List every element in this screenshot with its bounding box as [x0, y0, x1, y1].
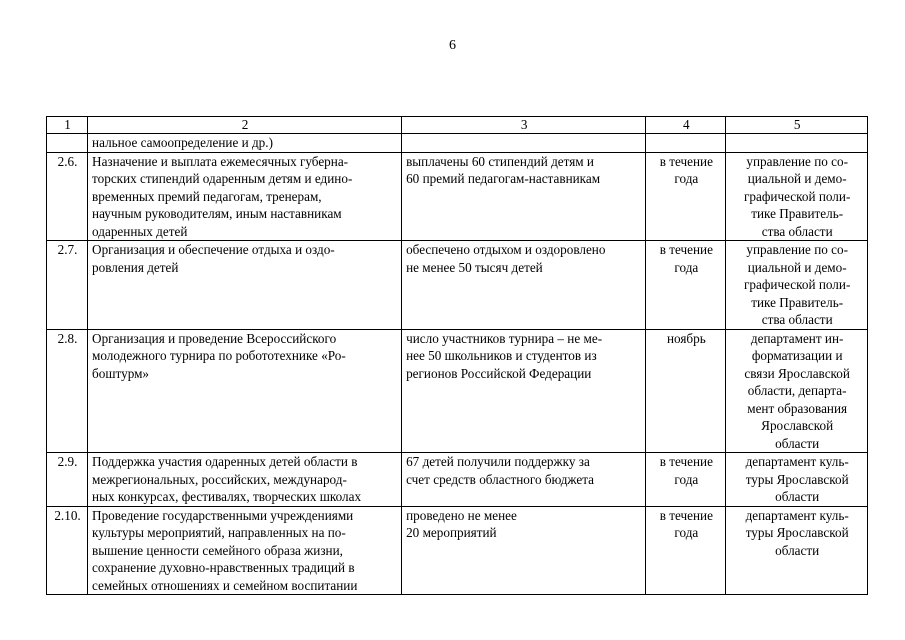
term-cell: [646, 506, 726, 595]
term-line: года: [674, 525, 699, 540]
table-row: [47, 241, 868, 330]
task-line: Проведение государственными учреждениями: [92, 507, 354, 523]
executor-cell: [726, 506, 868, 595]
task-cell: [88, 506, 402, 595]
executor-line: департамент ин-: [750, 330, 844, 346]
column-number-3: 3: [402, 117, 646, 134]
term-line: года: [674, 471, 699, 487]
result-line: число участников турнира – не ме-: [406, 330, 603, 346]
header-row: [47, 117, 868, 134]
task-cell: [88, 241, 402, 330]
task-line: молодежного турнира по робототехнике «Ро-: [92, 348, 346, 363]
page-number: 6: [449, 38, 456, 53]
result-line: регионов Российской Федерации: [406, 365, 592, 381]
term-line: в течение: [659, 454, 713, 469]
result-line: не менее 50 тысяч детей: [406, 259, 543, 275]
result-cell: [402, 329, 646, 453]
executor-line: связи Ярославской: [744, 365, 850, 381]
result-line: счет средств областного бюджета: [406, 471, 595, 487]
executor-cell: [726, 329, 868, 453]
task-line: одаренных детей: [92, 223, 188, 239]
result-line: 67 детей получили поддержку за: [406, 454, 590, 469]
executor-line: департамент куль-: [745, 507, 849, 523]
task-line: временных премий педагогам, тренерам,: [92, 188, 322, 204]
executor-line: управление по со-: [746, 153, 848, 169]
term-cell: [646, 241, 726, 330]
executor-line: области: [775, 435, 820, 451]
executor-line: ства области: [761, 223, 833, 239]
row-number-cell: 2.8.: [47, 329, 88, 453]
executor-cell: [726, 134, 868, 153]
term-line: в течение: [659, 153, 713, 169]
task-line: ных конкурсах, фестивалях, творческих школах: [92, 489, 362, 504]
executor-line: области, департа-: [747, 383, 847, 398]
table-row: [47, 506, 868, 595]
result-cell: [402, 241, 646, 330]
executor-line: тике Правитель-: [751, 294, 844, 310]
task-line: нальное самоопределение и др.): [92, 135, 273, 150]
task-line: ровления детей: [92, 259, 179, 275]
executor-line: мент образования: [747, 400, 848, 416]
task-line: сохранение духовно-нравственных традиций в: [92, 560, 355, 575]
column-number-2: 2: [88, 117, 402, 134]
column-number-4: 4: [646, 117, 726, 134]
task-line: семейных отношениях и семейном воспитании: [92, 577, 358, 593]
task-line: Организация и обеспечение отдыха и оздо-: [92, 242, 335, 257]
result-line: 60 премий педагогам-наставникам: [406, 171, 601, 186]
task-line: вышение ценности семейного образа жизни,: [92, 542, 343, 558]
column-number-5: 5: [726, 117, 868, 134]
task-cell: [88, 453, 402, 507]
term-cell: [646, 329, 726, 453]
executor-line: тике Правитель-: [751, 206, 844, 221]
column-number-1: 1: [47, 117, 88, 134]
result-cell: [402, 152, 646, 241]
term-line: ноябрь: [666, 330, 706, 346]
executor-cell: [726, 453, 868, 507]
result-line: обеспечено отдыхом и оздоровлено: [406, 242, 606, 257]
executor-line: области: [775, 489, 820, 504]
executor-line: туры Ярославской: [745, 525, 849, 540]
task-line: межрегиональных, российских, международ-: [92, 471, 347, 487]
task-cell: [88, 152, 402, 241]
executor-cell: [726, 241, 868, 330]
result-cell: [402, 506, 646, 595]
table-row: [47, 453, 868, 507]
executor-line: графической поли-: [744, 188, 851, 204]
term-cell: [646, 134, 726, 153]
result-line: выплачены 60 стипендий детям и: [406, 153, 594, 169]
row-number-cell: 2.9.: [47, 453, 88, 507]
result-line: нее 50 школьников и студентов из: [406, 348, 597, 363]
activities-table: [46, 116, 868, 595]
table-row: [47, 152, 868, 241]
executor-line: туры Ярославской: [745, 471, 849, 487]
row-number-cell: 2.6.: [47, 152, 88, 241]
task-line: Организация и проведение Всероссийского: [92, 330, 337, 346]
result-line: проведено не менее: [406, 507, 517, 523]
result-cell: [402, 453, 646, 507]
executor-line: ства области: [761, 312, 833, 327]
task-cell: [88, 134, 402, 153]
term-line: в течение: [659, 242, 713, 257]
continuation-row: [47, 134, 868, 153]
row-number-cell: [47, 134, 88, 153]
term-line: в течение: [659, 507, 713, 523]
row-number-cell: 2.10.: [47, 506, 88, 595]
executor-line: Ярославской: [761, 418, 834, 433]
executor-line: управление по со-: [746, 242, 848, 257]
term-line: года: [674, 259, 699, 275]
task-line: научным руководителям, иным наставникам: [92, 206, 342, 221]
executor-line: циальной и демо-: [747, 259, 847, 275]
task-line: торских стипендий одаренным детям и едино-: [92, 171, 353, 186]
result-line: 20 мероприятий: [406, 525, 497, 540]
row-number-cell: 2.7.: [47, 241, 88, 330]
task-line: боштурм»: [92, 365, 150, 381]
task-cell: [88, 329, 402, 453]
table-row: [47, 329, 868, 453]
executor-line: циальной и демо-: [747, 171, 847, 186]
task-line: Поддержка участия одаренных детей области в: [92, 454, 358, 469]
task-line: культуры мероприятий, направленных на по-: [92, 525, 346, 540]
executor-line: области: [775, 542, 820, 558]
result-cell: [402, 134, 646, 153]
task-line: Назначение и выплата ежемесячных губерна-: [92, 153, 349, 169]
executor-line: департамент куль-: [745, 454, 849, 469]
executor-cell: [726, 152, 868, 241]
term-cell: [646, 453, 726, 507]
term-cell: [646, 152, 726, 241]
executor-line: графической поли-: [744, 277, 851, 292]
term-line: года: [674, 171, 699, 186]
executor-line: форматизации и: [751, 348, 843, 363]
